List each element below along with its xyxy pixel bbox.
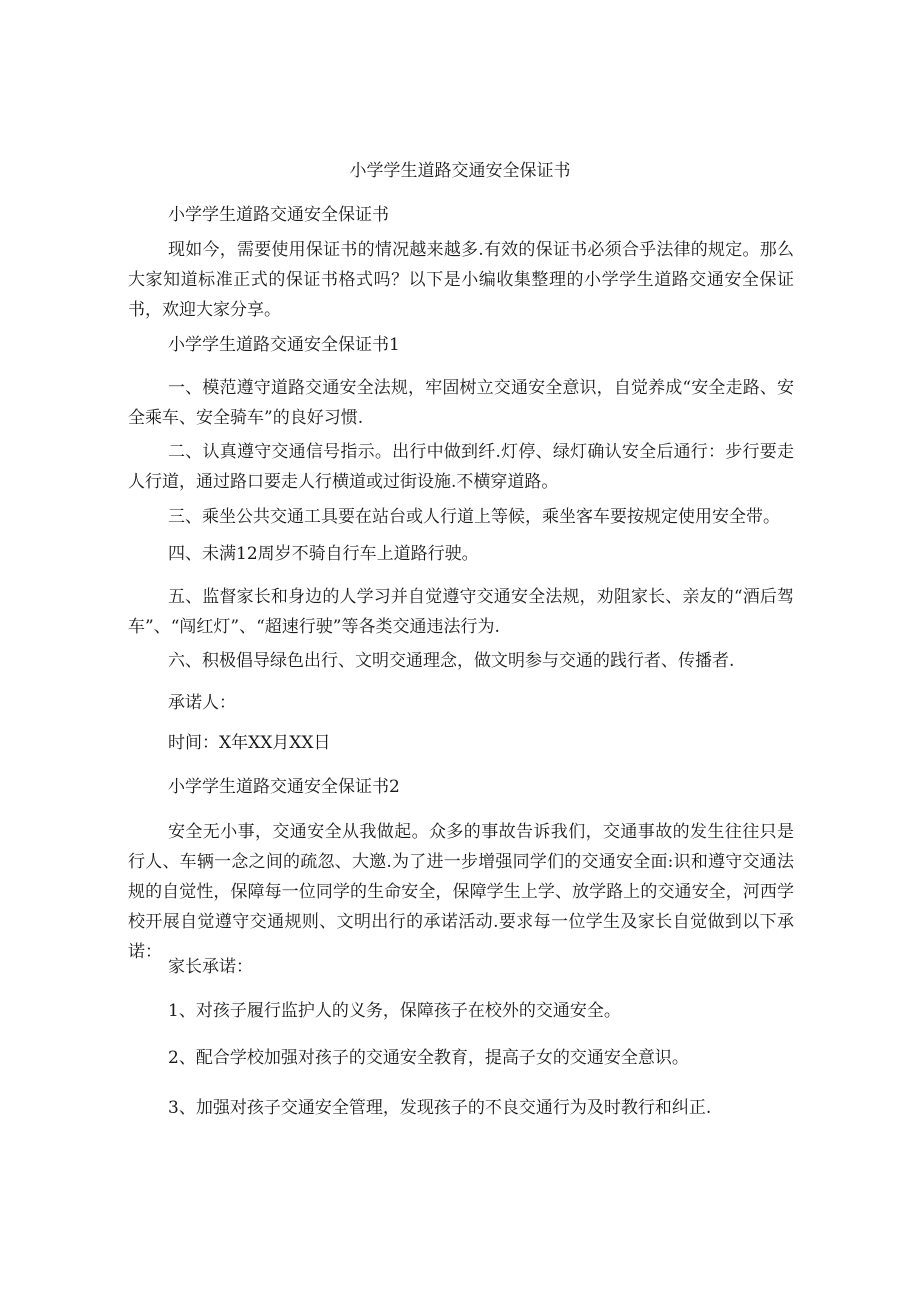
section1-heading: 小学学生道路交通安全保证书1	[168, 335, 400, 355]
promiser-label: 承诺人：	[168, 693, 236, 713]
time-label: 时间：X年XX月XX日	[168, 733, 331, 753]
section1-item: 六、积极倡导绿色出行、文明交通理念，做文明参与交通的践行者、传播者.	[168, 651, 735, 671]
parent-promise-item: 3、加强对孩子交通安全管理，发现孩子的不良交通行为及时教行和纠正.	[168, 1098, 712, 1118]
section2-intro: 安全无小事，交通安全从我做起。众多的事故告诉我们，交通事故的发生往往只是行人、车辆一念之间的疏忽、大邀.为了进一步增强同学们的交通安全面:识和遵守交通法规的自觉性，保障每一位同学的生命安全，保障学生上学、放学路上的交通安全，河西学校开展自觉遵守交通规则、文明出行的承诺活动.要求每一位学生及家长自觉做到以下承诺：	[128, 822, 794, 962]
parent-promise-item: 1、对孩子履行监护人的义务，保障孩子在校外的交通安全。	[168, 1001, 621, 1021]
section2-heading: 小学学生道路交通安全保证书2	[168, 777, 400, 797]
section1-item: 三、乘坐公共交通工具要在站台或人行道上等候，乘坐客车要按规定使用安全带。	[168, 507, 780, 527]
section1-item: 五、监督家长和身边的人学习并自觉遵守交通安全法规，劝阻家长、亲友的“酒后驾车”、“闯红灯”、“超速行驶”等各类交通违法行为.	[128, 587, 794, 637]
document-title: 小学学生道路交通安全保证书	[349, 161, 571, 181]
section1-item: 四、未满12周岁不骑自行车上道路行驶。	[168, 544, 479, 564]
section1-item: 二、认真遵守交通信号指示。出行中做到纤.灯停、绿灯确认安全后通行：步行要走人行道，通过路口要走人行横道或过街设施.不横穿道路。	[128, 442, 794, 492]
document-subtitle: 小学学生道路交通安全保证书	[168, 205, 389, 225]
parent-promise-item: 2、配合学校加强对孩子的交通安全教育，提高子女的交通安全意识。	[168, 1048, 689, 1068]
section1-item: 一、模范遵守道路交通安全法规，牢固树立交通安全意识，自觉养成“安全走路、安全乘车、安全骑车”的良好习惯.	[128, 378, 794, 428]
intro-paragraph: 现如今，需要使用保证书的情况越来越多.有效的保证书必须合乎法律的规定。那么大家知道标准正式的保证书格式吗？以下是小编收集整理的小学学生道路交通安全保证书，欢迎大家分享。	[128, 240, 794, 320]
parent-promise-heading: 家长承诺：	[168, 957, 253, 977]
